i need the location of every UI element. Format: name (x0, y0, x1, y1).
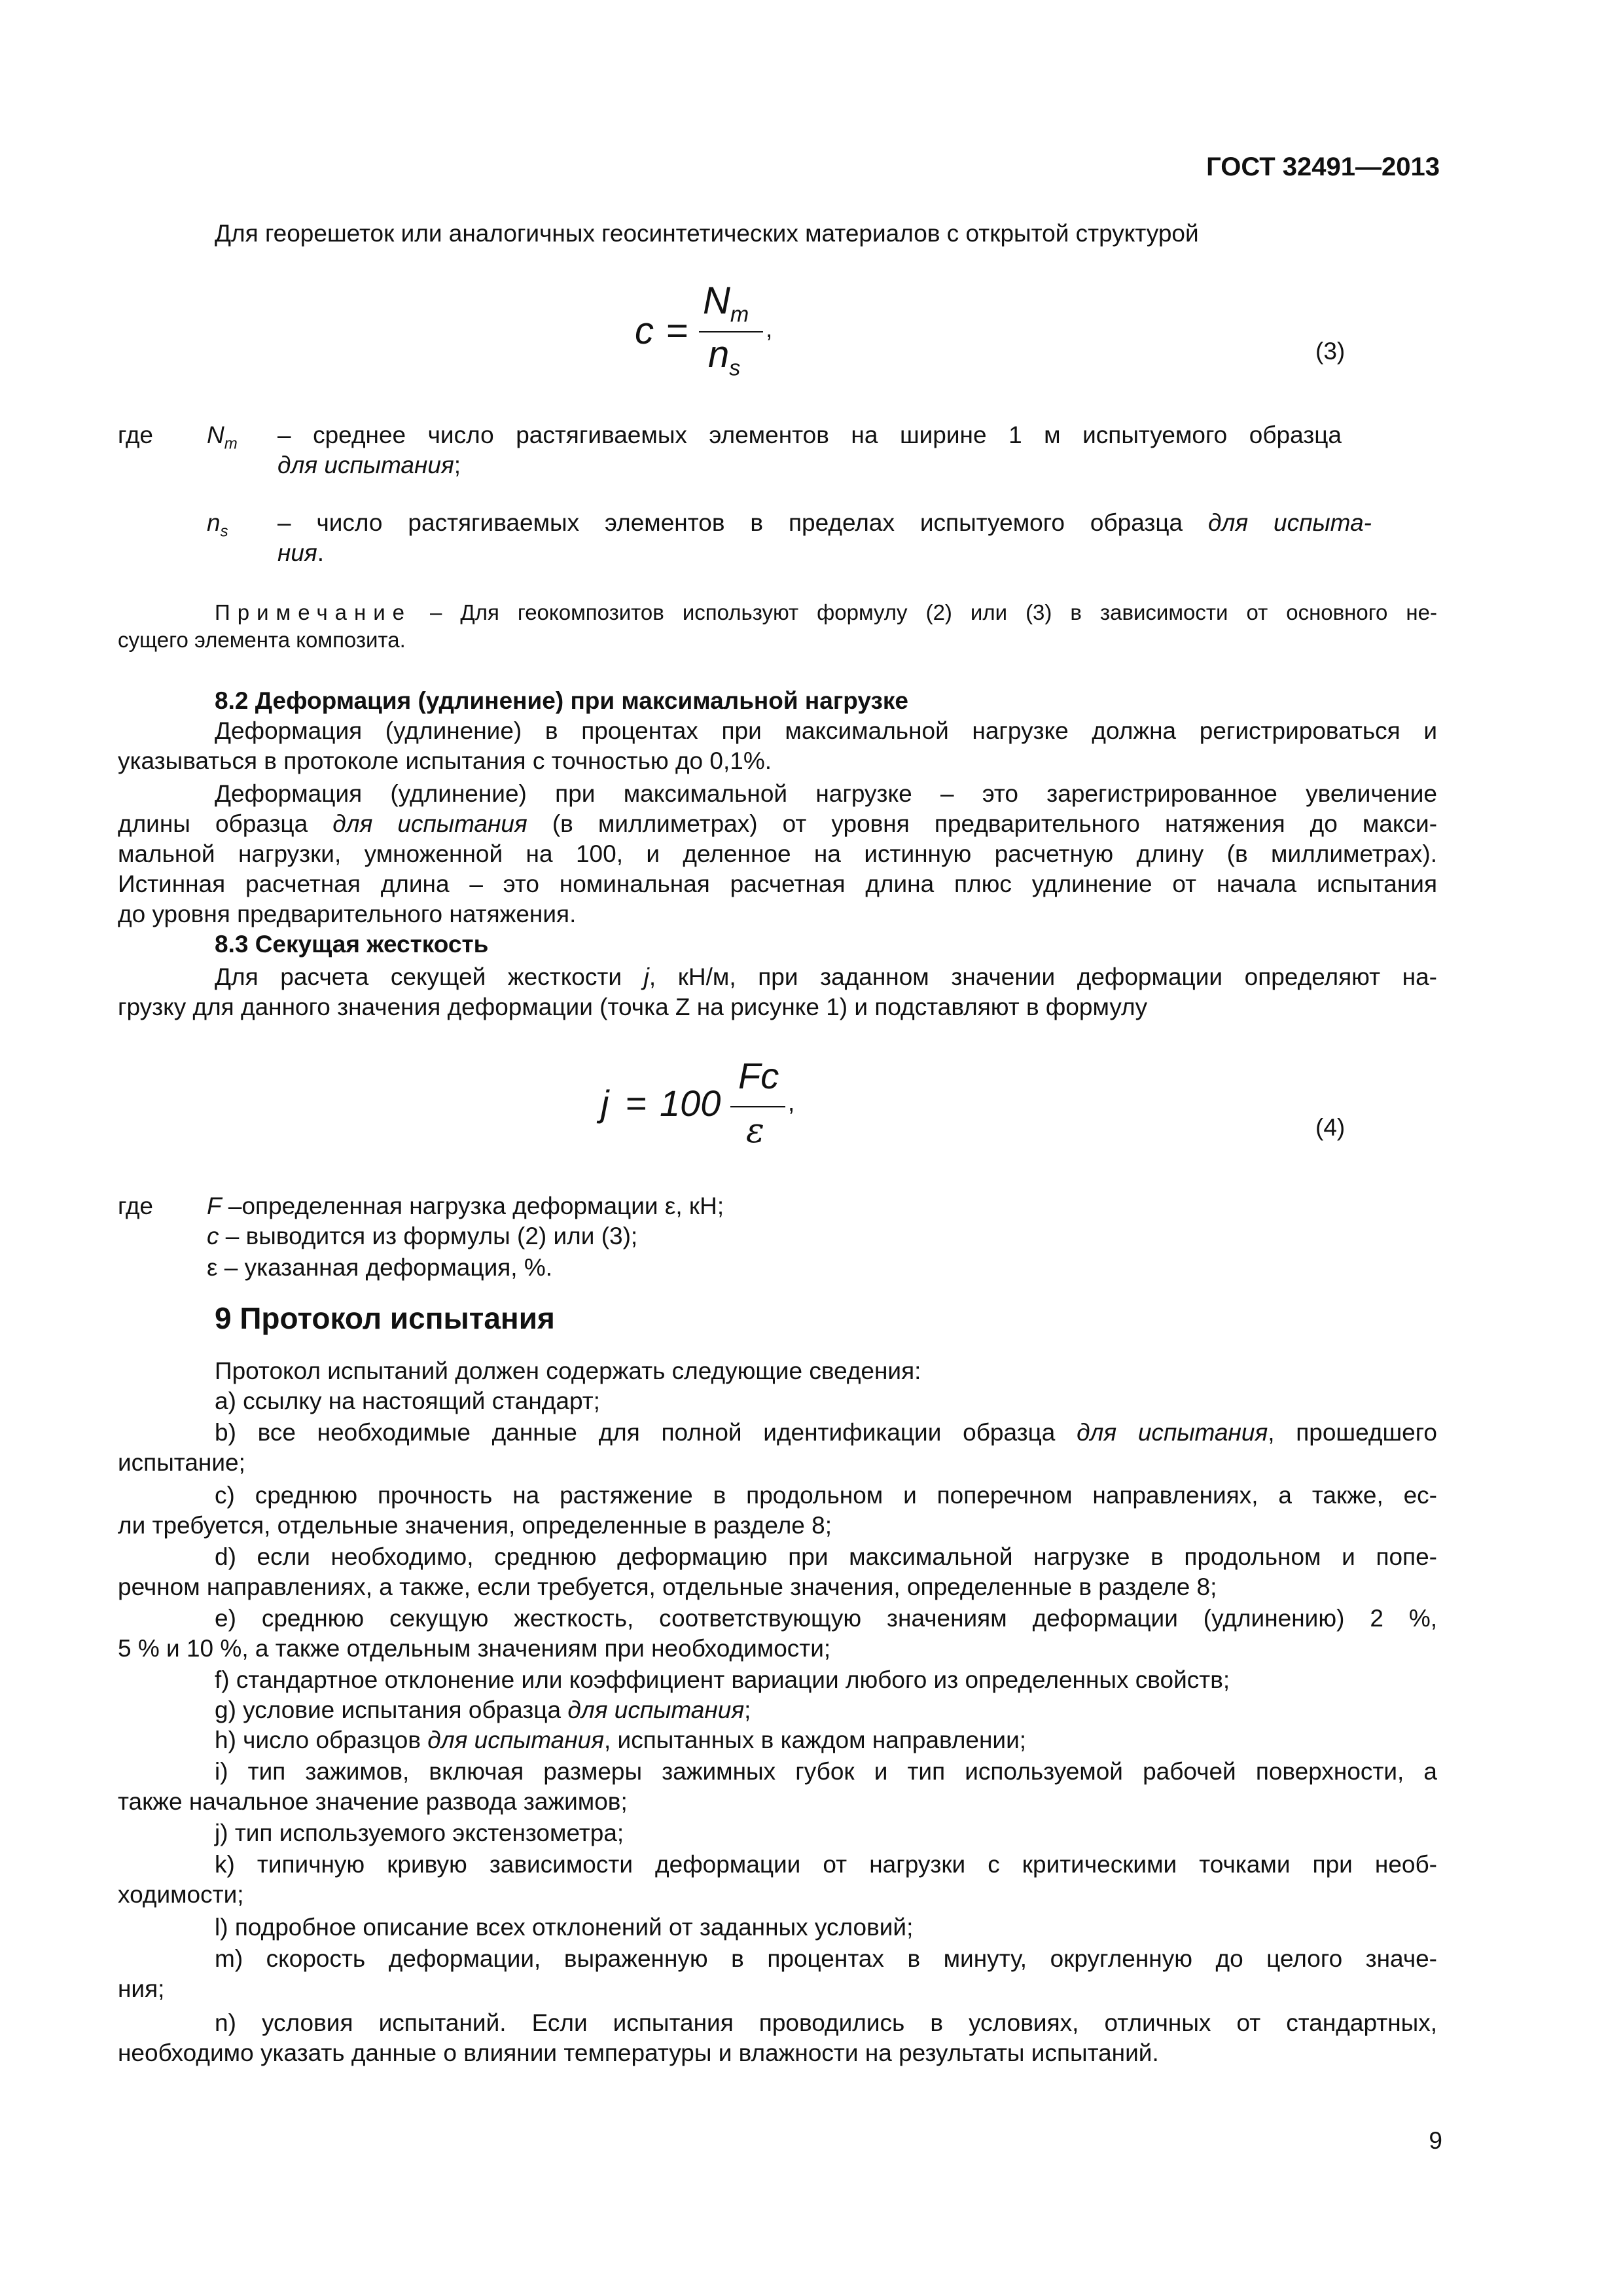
s9-item-i-l1: i) тип зажимов, включая размеры зажимных губок и тип используемой рабочей поверхности, а (215, 1758, 1437, 1785)
formula3-comma: , (766, 315, 773, 342)
where2-line2: c – выводится из формулы (2) или (3); (207, 1223, 638, 1249)
page-number: 9 (1429, 2127, 1442, 2154)
where1-item-1-line1: – среднее число растягиваемых элементов на ширине 1 м испытуемого образца (277, 422, 1342, 448)
s9-item-l: l) подробное описание всех отклонений от заданных условий; (215, 1914, 914, 1941)
formula3-denominator: $n_s$ (708, 333, 741, 381)
section-9-heading: 9 Протокол испытания (215, 1301, 555, 1335)
s9-item-i-l2: также начальное значение развода зажимов; (118, 1788, 628, 1815)
formula4-comma: , (788, 1089, 795, 1116)
s82-p2-l5: до уровня предварительного натяжения. (118, 901, 577, 927)
s82-p1-l2: указываться в протоколе испытания с точностью до 0,1%. (118, 747, 772, 774)
s82-p2-l4: Истинная расчетная длина – это номинальная расчетная длина плюс удлинение от начала испытания (118, 870, 1437, 897)
s9-item-g: g) условие испытания образца для испытания; (215, 1696, 751, 1723)
s9-item-m-l2: ния; (118, 1975, 165, 2002)
formula4-coefficient: 100 (660, 1083, 721, 1124)
s9-item-e-l1: e) среднюю секущую жесткость, соответствующую значениям деформации (удлинению) 2 %, (215, 1605, 1437, 1632)
where2-line1: F –определенная нагрузка деформации ε, кН; (207, 1193, 724, 1219)
s9-item-e-l2: 5 % и 10 %, а также отдельным значениям при необходимости; (118, 1635, 831, 1662)
formula3-lhs: c (635, 310, 654, 352)
s9-item-k-l1: k) типичную кривую зависимости деформации от нагрузки с критическими точками при необ- (215, 1851, 1437, 1878)
s9-item-d-l2: речном направлениях, а также, если требуется, отдельные значения, определенные в разделе 8; (118, 1573, 1217, 1600)
s9-item-b-l1: b) все необходимые данные для полной идентификации образца для испытания, прошедшего (215, 1419, 1437, 1446)
where1-sym-Nm: $N_m$ (207, 422, 238, 453)
s83-p1-l1: Для расчета секущей жесткости j, кН/м, при заданном значении деформации определяют на- (215, 963, 1437, 990)
s9-item-n-l2: необходимо указать данные о влиянии температуры и влажности на результаты испытаний. (118, 2039, 1159, 2066)
s9-item-c-l2: ли требуется, отдельные значения, определенные в разделе 8; (118, 1512, 832, 1539)
s9-item-a: a) ссылку на настоящий стандарт; (215, 1388, 600, 1414)
s82-p2-l3: мальной нагрузки, умноженной на 100, и деленное на истинную расчетную длину (в миллиметрах). (118, 840, 1437, 867)
formula4-numerator: Fc (738, 1055, 779, 1096)
where1-item-1-line2: для испытания; (277, 452, 461, 478)
where2-line3: ε – указанная деформация, %. (207, 1254, 553, 1281)
where-word-2: где (118, 1193, 154, 1219)
s9-item-h: h) число образцов для испытания, испытанных в каждом направлении; (215, 1727, 1027, 1753)
formula4-eq: = (626, 1083, 647, 1124)
s83-p1-l2: грузку для данного значения деформации (точка Z на рисунке 1) и подставляют в формулу (118, 994, 1148, 1020)
s9-item-b-l2: испытание; (118, 1449, 245, 1476)
s9-intro: Протокол испытаний должен содержать следующие сведения: (215, 1357, 921, 1384)
formula4-number: (4) (1315, 1114, 1346, 1141)
s82-p2-l2: длины образца для испытания (в миллиметрах) от уровня предварительного натяжения до макси- (118, 810, 1438, 837)
formula3-eq: = (666, 310, 688, 352)
formula4-lhs: j (601, 1083, 609, 1124)
s9-item-m-l1: m) скорость деформации, выраженную в процентах в минуту, округленную до целого значе- (215, 1945, 1437, 1972)
section-8-3-heading: 8.3 Секущая жесткость (215, 931, 489, 958)
where1-sym-ns: $n_s$ (207, 509, 228, 541)
where1-item-2-line1: – число растягиваемых элементов в пределах испытуемого образца для испыта- (277, 509, 1372, 536)
s9-item-n-l1: n) условия испытаний. Если испытания проводились в условиях, отличных от стандартных, (215, 2009, 1437, 2036)
intro-line: Для георешеток или аналогичных геосинтетических материалов с открытой структурой (215, 220, 1199, 247)
where1-item-2-line2: ния. (277, 539, 324, 566)
formula3-numerator: $N_m$ (703, 279, 749, 327)
s82-p2-l1: Деформация (удлинение) при максимальной нагрузке – это зарегистрированное увеличение (215, 780, 1437, 807)
formula4-fraction-bar (730, 1106, 785, 1107)
formula4-denominator: ε (746, 1111, 764, 1151)
note-line1: Примечание – Для геокомпозитов используют формулу (2) или (3) в зависимости от основного не- (215, 600, 1437, 624)
s9-item-f: f) стандартное отклонение или коэффициент вариации любого из определенных свойств; (215, 1666, 1230, 1693)
formula3-number: (3) (1315, 338, 1346, 365)
s9-item-d-l1: d) если необходимо, среднюю деформацию при максимальной нагрузке в продольном и попе- (215, 1543, 1437, 1570)
s9-item-j: j) тип используемого экстензометра; (215, 1820, 624, 1846)
section-8-2-heading: 8.2 Деформация (удлинение) при максимальной нагрузке (215, 687, 908, 714)
note-line2: сущего элемента композита. (118, 628, 406, 652)
s82-p1-l1: Деформация (удлинение) в процентах при максимальной нагрузке должна регистрироваться и (215, 717, 1437, 744)
s9-item-c-l1: c) среднюю прочность на растяжение в продольном и поперечном направлениях, а также, ес- (215, 1482, 1437, 1509)
formula3-fraction-bar (699, 331, 763, 332)
where-word-1: где (118, 422, 154, 448)
s9-item-k-l2: ходимости; (118, 1881, 244, 1908)
document-header: ГОСТ 32491—2013 (1206, 152, 1440, 181)
